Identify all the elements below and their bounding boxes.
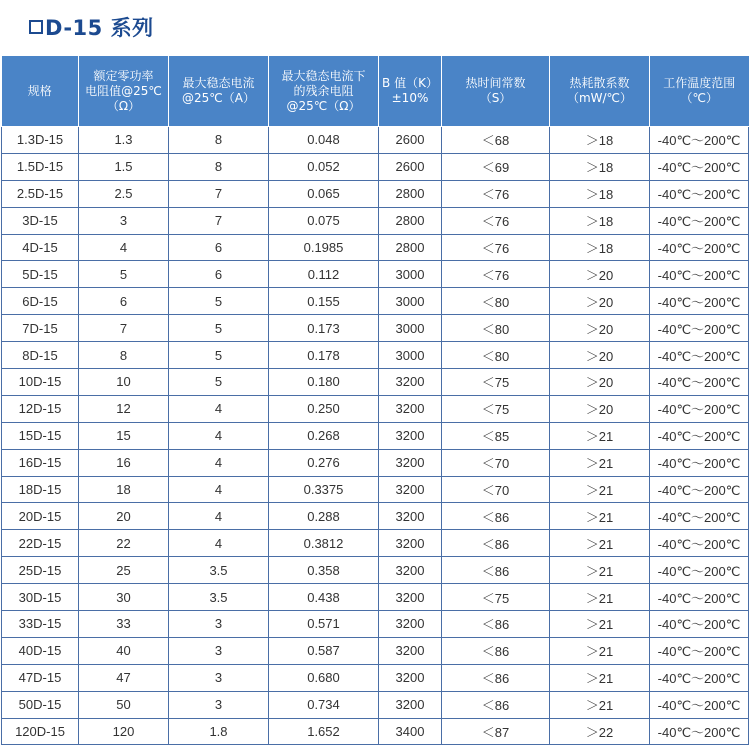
column-header <box>169 56 269 127</box>
table-cell: -40℃～200℃ <box>650 664 749 691</box>
table-cell: ＜75 <box>442 369 550 396</box>
table-cell: ＜87 <box>442 718 550 745</box>
table-cell: -40℃～200℃ <box>650 315 749 342</box>
table-cell: 0.571 <box>269 611 379 638</box>
table-cell: ＞21 <box>550 691 650 718</box>
table-cell: ＜86 <box>442 637 550 664</box>
column-header-line: 规格 <box>27 83 52 98</box>
table-cell: 0.3812 <box>269 530 379 557</box>
table-cell: 5 <box>169 315 269 342</box>
table-row <box>2 127 749 154</box>
table-cell: 2800 <box>379 207 442 234</box>
table-cell: 4 <box>79 234 169 261</box>
column-header-line: （℃） <box>680 91 718 105</box>
table-body <box>2 127 749 745</box>
table-cell: ＞18 <box>550 127 650 154</box>
table-row <box>2 584 749 611</box>
table-cell: 3 <box>169 611 269 638</box>
table-cell: 5 <box>169 288 269 315</box>
table-cell: 4 <box>169 476 269 503</box>
table-cell: ＞20 <box>550 288 650 315</box>
table-cell: ＜86 <box>442 530 550 557</box>
table-cell: ＜70 <box>442 476 550 503</box>
table-cell: 0.358 <box>269 557 379 584</box>
table-cell: 50D-15 <box>2 691 79 718</box>
column-header-line: 热时间常数 <box>465 76 526 90</box>
table-row <box>2 503 749 530</box>
table-row <box>2 234 749 261</box>
table-cell: 0.178 <box>269 342 379 369</box>
table-cell: 3200 <box>379 449 442 476</box>
table-cell: 3400 <box>379 718 442 745</box>
table-cell: 0.155 <box>269 288 379 315</box>
table-row <box>2 207 749 234</box>
column-header-line: （mW/℃） <box>566 91 633 105</box>
table-cell: 1.8 <box>169 718 269 745</box>
table-cell: ＜76 <box>442 261 550 288</box>
table-row <box>2 557 749 584</box>
table-cell: ＞20 <box>550 369 650 396</box>
table-cell: 4 <box>169 422 269 449</box>
table-cell: 22D-15 <box>2 530 79 557</box>
table-cell: 0.075 <box>269 207 379 234</box>
table-cell: 25D-15 <box>2 557 79 584</box>
table-cell: 3200 <box>379 395 442 422</box>
table-row <box>2 530 749 557</box>
table-cell: ＜86 <box>442 664 550 691</box>
table-cell: ＜76 <box>442 234 550 261</box>
table-cell: -40℃～200℃ <box>650 369 749 396</box>
table-cell: 3200 <box>379 637 442 664</box>
table-cell: 1.3 <box>79 127 169 154</box>
table-cell: 30D-15 <box>2 584 79 611</box>
table-cell: 10D-15 <box>2 369 79 396</box>
table-row <box>2 611 749 638</box>
table-cell: 22 <box>79 530 169 557</box>
table-cell: 1.3D-15 <box>2 127 79 154</box>
table-cell: 0.173 <box>269 315 379 342</box>
table-cell: 7 <box>169 180 269 207</box>
table-cell: 0.680 <box>269 664 379 691</box>
table-cell: 2.5 <box>79 180 169 207</box>
table-cell: ＞18 <box>550 207 650 234</box>
table-cell: -40℃～200℃ <box>650 422 749 449</box>
table-cell: -40℃～200℃ <box>650 503 749 530</box>
table-cell: -40℃～200℃ <box>650 449 749 476</box>
table-cell: 10 <box>79 369 169 396</box>
table-cell: 16D-15 <box>2 449 79 476</box>
column-header-line: @25℃（Ω） <box>286 98 361 113</box>
table-cell: ＞21 <box>550 584 650 611</box>
table-cell: ＞22 <box>550 718 650 745</box>
table-cell: ＞20 <box>550 395 650 422</box>
table-cell: -40℃～200℃ <box>650 611 749 638</box>
table-cell: 3.5 <box>169 584 269 611</box>
column-header <box>2 56 79 127</box>
table-cell: 3200 <box>379 369 442 396</box>
table-cell: -40℃～200℃ <box>650 530 749 557</box>
table-cell: ＜70 <box>442 449 550 476</box>
table-row <box>2 180 749 207</box>
table-cell: 7D-15 <box>2 315 79 342</box>
table-cell: ＜86 <box>442 557 550 584</box>
table-row <box>2 718 749 745</box>
column-header-line: 工作温度范围 <box>663 76 736 90</box>
table-cell: 7 <box>169 207 269 234</box>
table-cell: 3200 <box>379 691 442 718</box>
table-row <box>2 342 749 369</box>
table-cell: 0.587 <box>269 637 379 664</box>
column-header <box>550 56 650 127</box>
table-cell: 33D-15 <box>2 611 79 638</box>
table-cell: 3 <box>79 207 169 234</box>
table-cell: 3000 <box>379 261 442 288</box>
table-cell: 3000 <box>379 342 442 369</box>
table-cell: ＜76 <box>442 207 550 234</box>
table-cell: ＜76 <box>442 180 550 207</box>
table-cell: 16 <box>79 449 169 476</box>
table-cell: 2800 <box>379 234 442 261</box>
table-cell: 3200 <box>379 422 442 449</box>
table-cell: 120 <box>79 718 169 745</box>
table-cell: 2.5D-15 <box>2 180 79 207</box>
table-cell: 5 <box>79 261 169 288</box>
checkbox-square-icon <box>29 20 43 34</box>
table-cell: 3 <box>169 664 269 691</box>
table-cell: 3 <box>169 637 269 664</box>
table-cell: ＞18 <box>550 234 650 261</box>
table-cell: ＜85 <box>442 422 550 449</box>
column-header-line: @25℃（A） <box>182 91 255 105</box>
table-cell: -40℃～200℃ <box>650 234 749 261</box>
column-header <box>650 56 749 127</box>
table-cell: ＞21 <box>550 530 650 557</box>
table-cell: 20D-15 <box>2 503 79 530</box>
table-row <box>2 288 749 315</box>
table-cell: 5D-15 <box>2 261 79 288</box>
table-row <box>2 637 749 664</box>
column-header-line: 额定零功率 <box>93 68 154 83</box>
table-cell: 18D-15 <box>2 476 79 503</box>
column-header-line: 的残余电阻 <box>293 83 354 98</box>
table-cell: 4 <box>169 503 269 530</box>
table-cell: -40℃～200℃ <box>650 476 749 503</box>
table-cell: ＞21 <box>550 503 650 530</box>
table-cell: 15 <box>79 422 169 449</box>
page-title <box>29 12 154 42</box>
column-header <box>442 56 550 127</box>
column-header-line: ±10% <box>391 91 429 105</box>
table-cell: 0.734 <box>269 691 379 718</box>
table-cell: 0.268 <box>269 422 379 449</box>
table-cell: ＞21 <box>550 637 650 664</box>
table-cell: 5 <box>169 342 269 369</box>
table-cell: 6 <box>169 261 269 288</box>
table-cell: ＞18 <box>550 180 650 207</box>
table-cell: 20 <box>79 503 169 530</box>
table-cell: 12D-15 <box>2 395 79 422</box>
table-cell: ＜80 <box>442 315 550 342</box>
table-cell: -40℃～200℃ <box>650 207 749 234</box>
table-cell: ＜75 <box>442 395 550 422</box>
header-row <box>2 56 749 127</box>
table-cell: 3200 <box>379 584 442 611</box>
table-cell: 0.1985 <box>269 234 379 261</box>
table-cell: 2800 <box>379 180 442 207</box>
column-header-line: 最大稳态电流下 <box>281 68 366 83</box>
table-cell: ＞21 <box>550 422 650 449</box>
table-cell: 3200 <box>379 611 442 638</box>
table-cell: 0.065 <box>269 180 379 207</box>
table-cell: 4 <box>169 449 269 476</box>
table-cell: ＜86 <box>442 503 550 530</box>
table-cell: ＞21 <box>550 476 650 503</box>
table-cell: -40℃～200℃ <box>650 718 749 745</box>
table-row <box>2 449 749 476</box>
table-cell: 1.5 <box>79 153 169 180</box>
table-row <box>2 476 749 503</box>
table-cell: ＞20 <box>550 342 650 369</box>
table-cell: 8 <box>169 127 269 154</box>
column-header <box>269 56 379 127</box>
table-cell: ＞18 <box>550 153 650 180</box>
table-cell: ＞20 <box>550 261 650 288</box>
column-header <box>379 56 442 127</box>
table-cell: 0.052 <box>269 153 379 180</box>
table-cell: 0.276 <box>269 449 379 476</box>
table-cell: 6 <box>169 234 269 261</box>
table-row <box>2 395 749 422</box>
table-cell: ＜75 <box>442 584 550 611</box>
table-row <box>2 369 749 396</box>
column-header-line: 最大稳态电流 <box>182 76 255 90</box>
table-cell: 1.5D-15 <box>2 153 79 180</box>
table-cell: ＞21 <box>550 664 650 691</box>
table-row <box>2 422 749 449</box>
table-cell: 3200 <box>379 664 442 691</box>
column-header-line: 热耗散系数 <box>569 76 630 90</box>
table-cell: -40℃～200℃ <box>650 395 749 422</box>
table-row <box>2 664 749 691</box>
table-cell: 47D-15 <box>2 664 79 691</box>
table-cell: ＜68 <box>442 127 550 154</box>
table-cell: 0.288 <box>269 503 379 530</box>
table-cell: 33 <box>79 611 169 638</box>
table-cell: 47 <box>79 664 169 691</box>
table-cell: 3200 <box>379 557 442 584</box>
title-text: D-15 系列 <box>45 16 154 40</box>
table-cell: 0.250 <box>269 395 379 422</box>
table-cell: ＜86 <box>442 611 550 638</box>
table-cell: 3000 <box>379 315 442 342</box>
table-cell: 3200 <box>379 530 442 557</box>
table-cell: 0.438 <box>269 584 379 611</box>
table-cell: -40℃～200℃ <box>650 557 749 584</box>
table-row <box>2 261 749 288</box>
column-header-line: 电阻值@25℃ <box>85 83 162 98</box>
table-cell: 4D-15 <box>2 234 79 261</box>
table-cell: 7 <box>79 315 169 342</box>
table-cell: -40℃～200℃ <box>650 288 749 315</box>
table-cell: 8D-15 <box>2 342 79 369</box>
table-cell: 15D-15 <box>2 422 79 449</box>
table-cell: 4 <box>169 530 269 557</box>
table-cell: -40℃～200℃ <box>650 691 749 718</box>
table-cell: 2600 <box>379 127 442 154</box>
table-cell: ＞21 <box>550 449 650 476</box>
table-cell: 25 <box>79 557 169 584</box>
table-cell: 1.652 <box>269 718 379 745</box>
column-header-line: （Ω） <box>106 98 141 113</box>
table-row <box>2 691 749 718</box>
table-cell: ＜69 <box>442 153 550 180</box>
table-cell: -40℃～200℃ <box>650 637 749 664</box>
table-cell: 3.5 <box>169 557 269 584</box>
table-cell: 12 <box>79 395 169 422</box>
table-row <box>2 153 749 180</box>
table-cell: -40℃～200℃ <box>650 584 749 611</box>
table-cell: 18 <box>79 476 169 503</box>
column-header-line: B 值（K） <box>382 76 438 90</box>
table-cell: 3000 <box>379 288 442 315</box>
table-cell: 50 <box>79 691 169 718</box>
table-cell: 40 <box>79 637 169 664</box>
table-cell: ＞21 <box>550 557 650 584</box>
table-cell: ＞20 <box>550 315 650 342</box>
table-cell: 3200 <box>379 503 442 530</box>
table-cell: -40℃～200℃ <box>650 261 749 288</box>
table-cell: ＞21 <box>550 611 650 638</box>
column-header-line: （S） <box>479 91 512 105</box>
table-cell: ＜86 <box>442 691 550 718</box>
table-cell: -40℃～200℃ <box>650 342 749 369</box>
table-cell: 30 <box>79 584 169 611</box>
table-cell: 3D-15 <box>2 207 79 234</box>
table-cell: -40℃～200℃ <box>650 153 749 180</box>
table-cell: 8 <box>79 342 169 369</box>
table-cell: 8 <box>169 153 269 180</box>
table-cell: 4 <box>169 395 269 422</box>
table-cell: 0.180 <box>269 369 379 396</box>
table-cell: 3 <box>169 691 269 718</box>
table-cell: 120D-15 <box>2 718 79 745</box>
table-cell: 40D-15 <box>2 637 79 664</box>
table-cell: ＜80 <box>442 288 550 315</box>
column-header <box>79 56 169 127</box>
table-cell: 0.112 <box>269 261 379 288</box>
table-row <box>2 315 749 342</box>
table-cell: 5 <box>169 369 269 396</box>
table-cell: ＜80 <box>442 342 550 369</box>
spec-table <box>1 56 749 745</box>
table-cell: -40℃～200℃ <box>650 180 749 207</box>
table-cell: 0.048 <box>269 127 379 154</box>
table-cell: 6D-15 <box>2 288 79 315</box>
table-cell: 3200 <box>379 476 442 503</box>
table-cell: 0.3375 <box>269 476 379 503</box>
table-cell: 2600 <box>379 153 442 180</box>
table-cell: 6 <box>79 288 169 315</box>
table-cell: -40℃～200℃ <box>650 127 749 154</box>
